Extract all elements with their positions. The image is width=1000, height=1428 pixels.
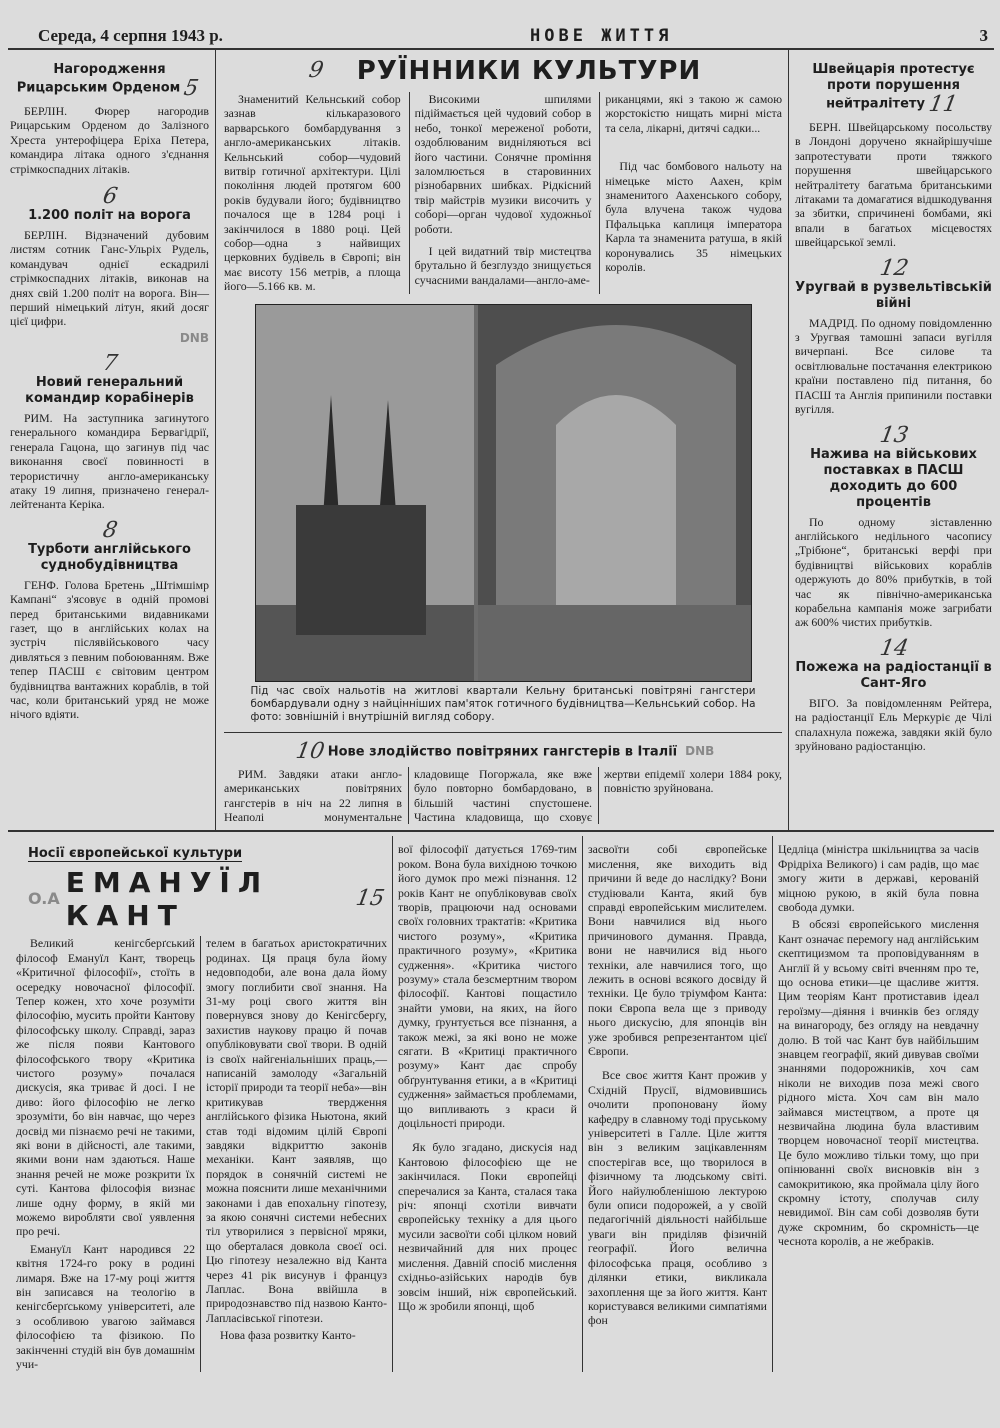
news-item bbox=[10, 186, 209, 329]
handwritten-number: 7 bbox=[100, 350, 119, 376]
issue-date: Середа, 4 серпня 1943 р. bbox=[38, 26, 223, 45]
news-text: БЕРЛІН. Фюрер нагородив Рицарським Орденом до Залізного Хреста унтерофіцера Еріха Петера, командира літака одного з'єднання стрімкоспадних літаків. bbox=[10, 104, 209, 176]
archive-stamp: DNB bbox=[179, 330, 209, 345]
news-text: ВІГО. За повідомленням Рейтера, на радіостанції Ель Меркуріє де Чілі спалахнула пожежа, завдяки якій було зруйновано радіостанцію. bbox=[795, 695, 992, 753]
italy-news-text bbox=[224, 767, 782, 825]
article-column bbox=[582, 836, 772, 1371]
kicker: Носії європейської культури bbox=[28, 846, 243, 862]
article-paragraph: Великий кенігсберґський філософ Емануїл Кант, творець «Критичної філософії», стоїть в осередку новочасної філософії. Тепер кожен, хто хоче розуміти філософію, мусить пройти Кантову філософську школу. Справді, зараз же після появи Кантового філософського твору «Критика чистого розуму» почалася дискусія, яка триває й досі. І не диво: його філософію не легко зрозуміти, бо він навчає, що через досвід ми пізнаємо речі не такими, які вони в дійсності, але такими, якими вони нам здаються. Наше знання речей не може розкрити їх суті. Кантова філософія визнає лише одну форму, в якій ми можемо виробляти свої уявлення про речі. bbox=[16, 936, 195, 1239]
handwritten-number: 8 bbox=[100, 517, 119, 543]
news-item bbox=[10, 517, 209, 722]
article-paragraph: Нова фаза розвитку Канто- bbox=[220, 1328, 356, 1343]
article-columns bbox=[224, 92, 782, 294]
news-headline: Нагородження Рицарським Орденом bbox=[16, 62, 181, 96]
handwritten-number: 6 bbox=[100, 184, 119, 210]
article-paragraph: Емануїл Кант народився 22 квітня 1724-го року в родині лимаря. Вже на 17-му році життя він записався на теологію в кенігсберґському університеті, але з особливою увагою займався філософією та фізикою. По закінченні студій він був домашнім учи- bbox=[16, 1241, 195, 1372]
article-title: РУЇННИКИ КУЛЬТУРИ bbox=[356, 56, 702, 86]
article-title: ЕМАНУЇЛ КАНТ bbox=[65, 866, 270, 933]
handwritten-number: 14 bbox=[877, 635, 910, 661]
article-paragraph: І цей видатний твір мистецтва брутально й безглуздо знищується сучасними вандалами—англо-аме- bbox=[414, 244, 592, 287]
article-column bbox=[772, 836, 984, 1371]
kant-title-block bbox=[8, 836, 392, 936]
article-paragraph: вої філософії датується 1769-тим роком. Вона була вихідною точкою його думок про межі пізнання. 12 років Кант не опубліковував своїх творів, працюючи над основами своїх головних трактатів: «Критика чистого розуму», «Критика практичного розуму», «Критика судження». «Критика чистого розуму» стала безсмертним твором філософії. Кантові пощастило знайти умови, на яких, на його думку, ґрунтується все пізнання, а також межі, за які воно не може сягати. В «Критиці практичного розуму» Кант дає спробу обґрунтування етики, а в «Критиці судження» займається проблемами, що випливають з краси й доцільності природи. bbox=[398, 842, 577, 1131]
news-text: ГЕНФ. Голова Бретень „Штімшімр Кампані“ з'ясовує в одній промові перед британськими видавниками газет, що в англійських колах на зустріч післявійськового часу дивляться з певним побоюванням. Вже тепер ПАСШ є світовим центром будівництва вантажних кораблів, в той час, коли британський уряд не може нічого вдіяти. bbox=[10, 577, 209, 722]
news-headline: Нове злодійство повітряних гангстерів в Італії bbox=[327, 744, 678, 760]
news-item bbox=[10, 62, 209, 176]
handwritten-number: 9 bbox=[306, 58, 326, 83]
page-number: 3 bbox=[979, 26, 988, 45]
news-headline: 1.200 політ на ворога bbox=[28, 208, 191, 224]
article-paragraph: Знаменитий Кельнський собор зазнав кількаразового варварського бомбардування з англо-американських літаків. Кельнський собор—чудовий витвір готичної архітектури. Цілі покоління людей протягом 600 років будували його; будівництво почалося ще в 1284 році і закінчилося в 1880 році. Цей собор—одна з найвищих церковних будівель в Європі; він має висоту 156 метрів, а площа його—5.166 кв. м. bbox=[224, 92, 401, 294]
news-item bbox=[10, 350, 209, 512]
article-paragraph: Високими шпилями підіймається цей чудовий собор в небо, тонкої мереженої роботи, оздоблюваним видніляються всі його частини. Сонячне проміння заломлюється в старовинних різнобарвних шибках. Рідкісний твір майстрів музики височить у соборі—орган чудової художньої роботи. bbox=[414, 92, 592, 236]
news-text: По одному зіставленню англійського недільного часопису „Трібюне“, британські верфі при будівництві військових кораблів одержують до 80% прибутків, в той час як північно-американська корабельна кампанія може загрибати аж 600% чистих прибутків. bbox=[795, 514, 992, 630]
cologne-cathedral-photo bbox=[255, 304, 752, 682]
right-news-column bbox=[788, 50, 994, 830]
article-paragraph: засвоїти собі європейське мислення, яке виходить від причини й веде до наслідку? Вони студіювали Канта, який був справді европейським мислителем. Вони навчилися від нього причинового думання. Правда, вони не навчилися від нього техніки, але навчилися того, що лежить в основі всякого досвіду й техніки. Це було тріумфом Канта: поки Європа вела ще з приводу нього дискусію, для японців він уже зробився репрезентантом цієї Європи. bbox=[588, 842, 767, 1058]
news-item bbox=[795, 635, 992, 754]
news-text: РИМ. На заступника загинутого генерального командира Бервагідрії, генерала Гацона, що загинув під час виконання своєї повинності в терористичну англо-американську атаку 19 липня, призначено генерал-лейтенанта Керіка. bbox=[10, 410, 209, 512]
news-headline: Новий генеральний командир корабінерів bbox=[25, 374, 194, 406]
news-item bbox=[795, 422, 992, 630]
news-item bbox=[795, 62, 992, 250]
masthead: НОВЕ ЖИТТЯ bbox=[530, 26, 673, 46]
news-headline: Уругвай в рузвельтівській війні bbox=[795, 279, 992, 311]
page-header bbox=[8, 26, 994, 50]
article-column bbox=[599, 92, 782, 294]
news-headline: Турботи англійського суднобудівництва bbox=[28, 541, 191, 573]
article-paragraph: риканцями, які з такою ж самою жорстокістю нищать мирні міста та села, лікарні, дитячі садки... bbox=[605, 92, 783, 135]
article-column bbox=[224, 92, 401, 294]
article-column bbox=[409, 92, 592, 294]
article-column bbox=[392, 836, 582, 1371]
article-column bbox=[8, 936, 200, 1371]
archive-stamp: DNB bbox=[685, 744, 715, 759]
handwritten-number: 11 bbox=[926, 92, 960, 117]
news-text: БЕРЛІН. Відзначений дубовим листям сотник Ганс-Ульріх Рудель, командувач однієї ескадрилі стрімкоспадних літаків, виконав на днях свій 1.200 політ на ворога. Він—перший німецький літун, який досяг цієї цифри. bbox=[10, 228, 209, 329]
handwritten-number: 13 bbox=[877, 422, 910, 448]
handwritten-number: 15 bbox=[353, 886, 387, 912]
news-headline: Швейцарія протестує проти порушення нейтралітету bbox=[812, 62, 975, 112]
article-paragraph: Цедліца (міністра шкільництва за часів Фрідріха Великого) і сам радів, що має змогу жити в державі, керованій міцною рукою, в якій була повна свобода думки. bbox=[778, 842, 979, 914]
news-text: БЕРН. Швейцарському посольству в Лондоні доручено якнайрішучіше запротестувати проти тяжкого порушення швейцарського нейтралітету багатьма британськими літаками та домагатися відшкодування за збитки, спричинені бомбами, які впали в багатьох місцевостях швейцарської землі. bbox=[795, 120, 992, 250]
italy-news bbox=[224, 732, 782, 825]
article-paragraph: Як було згадано, дискусія над Кантовою філософією ще не закінчилася. Поки європейці сперечалися за Канта, сталася така річ: японці схотіли вивчати європейську техніку а для цього мусили засвоїти собі цілком новий незвичайний для них процес мислення. Давній спосіб мислення східньо-азійських народів був зовсім інший, ніж європейський. Що ж зробили японці, щоб bbox=[398, 1140, 577, 1313]
left-news-column bbox=[8, 50, 216, 830]
news-item bbox=[795, 255, 992, 417]
article-paragraph: Все своє життя Кант прожив у Східній Прусії, відмовившись очолити пропоновану йому кафедру в славному тоді пруському університеті в Галле. Ціле життя він з великим зацікавленням спостерігав все, що творилося в фізичному та людському світі. Його найулюбленішою лектурою були описи подорожей, а у своїй педагогічній діяльності найбільше уваги він приділяв фізичній географії. Його велична філософська праця, особливо з ділянки етики, викликала захоплення ще за його життя. Кант користувався великими симпатіями фон bbox=[588, 1068, 767, 1328]
handwritten-number: 10 bbox=[293, 738, 327, 764]
news-headline: Пожежа на радіостанції в Сант-Яго bbox=[795, 659, 992, 691]
news-text: РИМ. Завдяки атаки англо-американських повітряних гангстерів в ніч на 22 липня в Неаполі монументальне кладовище Погоржала, яке вже було повторно бомбардовано, в більшій частині спустошене. Частина кладовища, що сховує жертви епідемії холери 1884 року, повністю зруйнована. bbox=[224, 766, 782, 824]
photo-caption: Під час своїх нальотів на житлові квартали Кельну британські повітряні гангстери бомбардували одну з найцінніших пам'яток готичного будівництва—Кельнський собор. На фото: зовнішній і внутрішній вигляд собору. bbox=[250, 684, 756, 723]
kant-article bbox=[8, 836, 994, 1371]
handwritten-number: 5 bbox=[182, 76, 201, 101]
article-paragraph: телем в багатьох аристократичних родинах. Ця праця була йому недовподоби, але вона дала йому змогу поглибити свої знання. На 31-му році свого життя він повернувся знову до Кенігсберґу, захистив наукову працю й почав опубліковувати свої твори. В одній із своїх найгеніальніших праць,—написаній замолоду «Загальній історії природи та теорії неба»—він критикував твердження англійського фізика Ньютона, який став тоді відомим цілій Європі завдяки відкриттю законів механіки. Кант заявляв, що порядок в сонячній системі не можна пояснити лише механічними законами і дав епохальну гіпотезу, за якою сонячні системи небесних тіл утворилися з первісної мряки, що оберталася довкола своєї осі. Цю гіпотезу незалежно від Канта через 41 рік висунув і француз Лаплас. Вона ввійшла в природознавство під назвою Канто-Лапласівської гіпотези. bbox=[206, 936, 387, 1325]
news-text: МАДРІД. По одному повідомленню з Уругвая тамошні запаси вугілля вичерпані. Все силове та освітлювальне постачання електрикою країни поставлено під питання, бо ПАСШ та Англія припинили поставки вугілля. bbox=[795, 315, 992, 417]
article-paragraph: В обсязі європейського мислення Кант означає перемогу над англійським скептицизмом та проповідуванням в Англії й у всьому світі вченням про те, що основа етики—це щасливе життя. Цим теоріям Кант протиставив ідеал героїзму—діяння і вчинків без огляду на винагороду, без огляду на невдачну долю. В той час Кант був найбільшим знавцем географії, який дивував своїми знаннями подорожників, хоч сам ніколи не виходив поза межі свого рідного міста. Хоч сам він мало займався мистецтвом, а проте ця незвичайна людина була властивим творцем новочасної теорії мистецтва. Це було можливо тільки тому, що при опінюванні своїх висновків він з самокритикою, яка проймала цілу його скромну істоту, сполучав силу невидимої. Він сам собі дозволяв бути дуже скромним, бо скромність—це чеснота королів, а не жебраків. bbox=[778, 917, 979, 1249]
article-column bbox=[200, 936, 392, 1371]
archive-stamp: O.A bbox=[28, 889, 60, 909]
center-section bbox=[216, 50, 788, 830]
article-paragraph: Під час бомбового нальоту на німецьке місто Аахен, крім знаменитого Аахенського собору, була влучена також чудова Пфальцька каплиця імператора Карла та знаменита ратуша, в якій коронувались 35 німецьких королів. bbox=[605, 159, 783, 275]
top-section bbox=[8, 50, 994, 832]
handwritten-number: 12 bbox=[877, 255, 910, 281]
news-headline: Нажива на військових поставках в ПАСШ доходить до 600 процентів bbox=[810, 446, 977, 510]
